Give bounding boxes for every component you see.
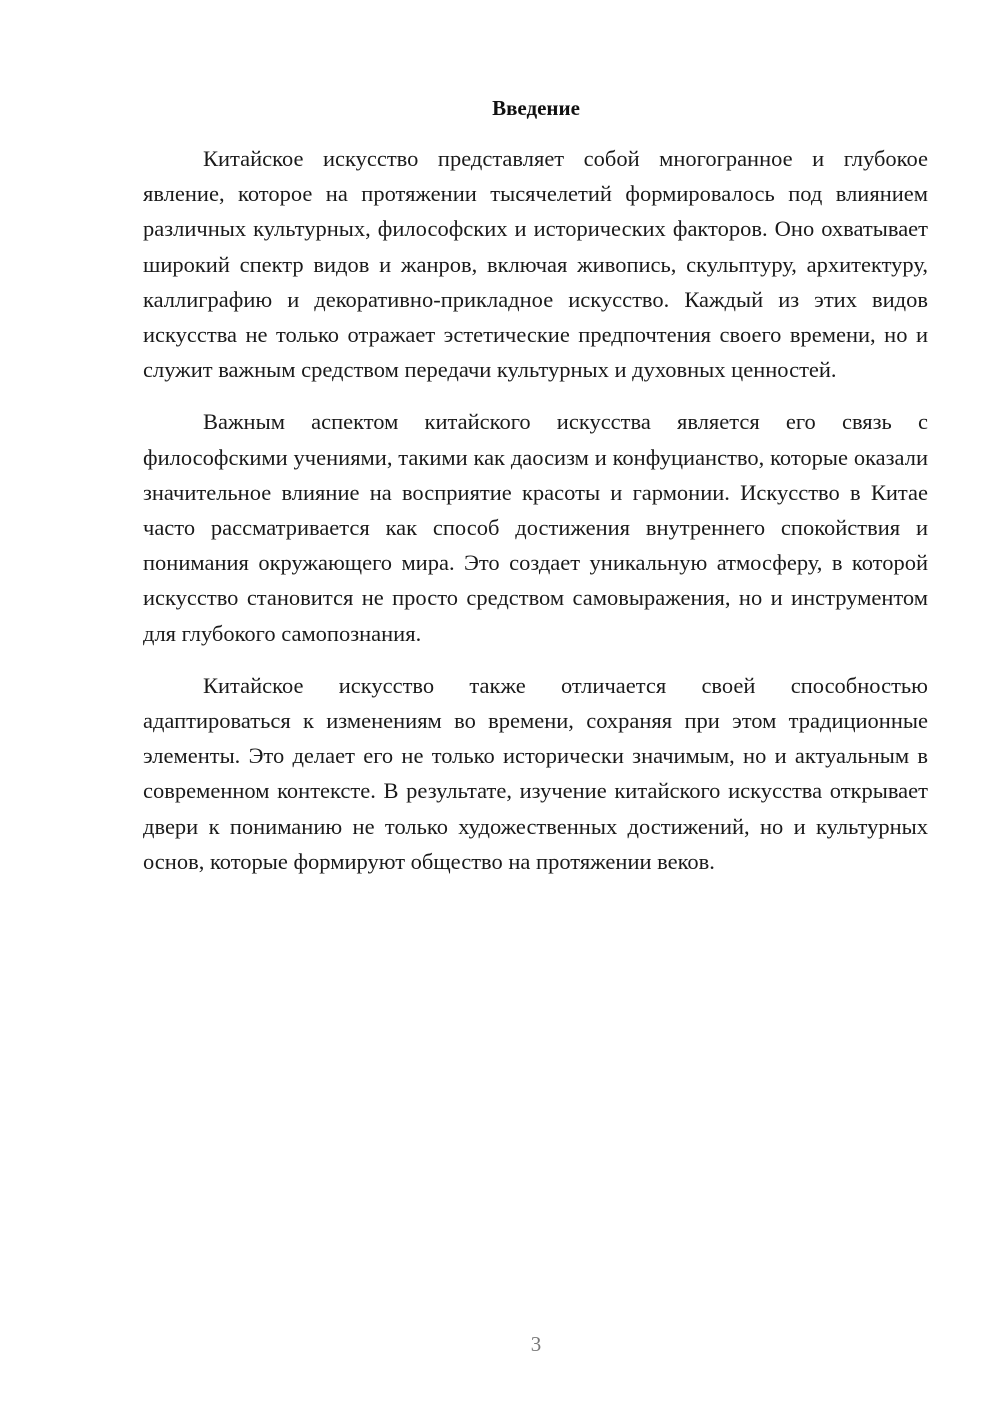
page-number: 3 — [530, 1332, 542, 1356]
document-body — [143, 141, 928, 896]
paragraph-3: Китайское искусство также отличается своей способностью адаптироваться к изменениям во времени, сохраняя при этом традиционные элементы. Это делает его не только исторически значимым, но и актуальным в современном контексте. В результате, изучение китайского искусства открывает двери к пониманию не только художественных достижений, но и культурных основ, которые формируют общество на протяжении веков. — [143, 672, 928, 874]
paragraph-1: Китайское искусство представляет собой многогранное и глубокое явление, которое на протяжении тысячелетий формировалось под влиянием различных культурных, философских и исторических факторов. Оно охватывает широкий спектр видов и жанров, включая живопись, скульптуру, архитектуру, каллиграфию и декоративно-прикладное искусство. Каждый из этих видов искусства не только отражает эстетические предпочтения своего времени, но и служит важным средством передачи культурных и духовных ценностей. — [143, 146, 928, 383]
paragraph-2: Важным аспектом китайского искусства является его связь с философскими учениями, такими как даосизм и конфуцианство, которые оказали значительное влияние на восприятие красоты и гармонии. Искусство в Китае часто рассматривается как способ достижения внутреннего спокойствия и понимания окружающего мира. Это создает уникальную атмосферу, в которой искусство становится не просто средством самовыражения, но и инструментом для глубокого самопознания. — [143, 409, 928, 646]
page-title: Введение — [492, 96, 580, 120]
